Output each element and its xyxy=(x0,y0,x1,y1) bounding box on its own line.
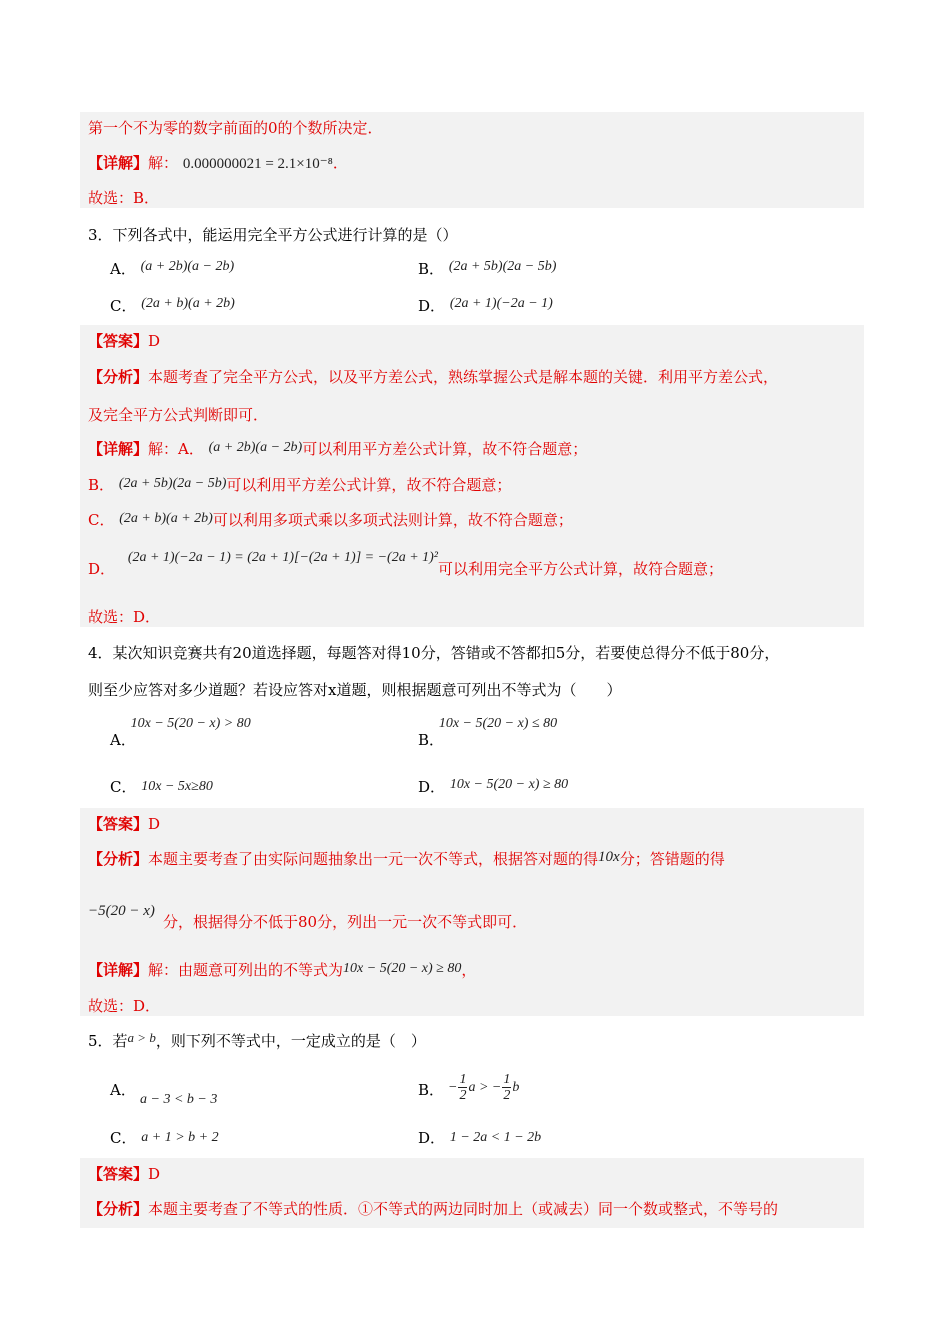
fraction-denominator: 2 xyxy=(459,1088,467,1104)
option-label: B． xyxy=(418,731,445,749)
detail-expr: (2a + 5b)(2a − 5b) xyxy=(118,476,227,491)
fraction xyxy=(458,1072,467,1103)
q4-analysis-expr2 xyxy=(88,900,155,921)
q5-option-d[interactable] xyxy=(418,1128,541,1150)
stem-prefix: 5．若 xyxy=(88,1032,128,1050)
option-label: C． xyxy=(110,1129,137,1147)
answer-tag: 【答案】 xyxy=(88,1165,149,1183)
q3-analysis-line1 xyxy=(88,367,778,387)
detail-text: 解：由题意可列出的不等式为 xyxy=(148,961,344,979)
q4-stem-line1: 4．某次知识竞赛共有20道选择题，每题答对得10分，答错或不答都扣5分，若要使总得分不低于80分， xyxy=(88,644,780,662)
answer-value: D xyxy=(148,815,161,833)
detail-tag: 【详解】 xyxy=(88,154,149,172)
option-expr: 1 − 2a < 1 − 2b xyxy=(449,1130,542,1145)
analysis-tag: 【分析】 xyxy=(88,850,149,868)
stem-expr: a > b xyxy=(127,1030,156,1045)
option-label: A． xyxy=(110,260,136,278)
option-expr: 10x − 5(20 − x) ≥ 80 xyxy=(449,777,569,792)
option-label: D． xyxy=(418,297,446,315)
q2-answer-line: 故选：B． xyxy=(88,189,160,207)
q5-analysis-line1 xyxy=(88,1199,778,1219)
analysis-tag: 【分析】 xyxy=(88,1200,149,1218)
detail-prefix: 解： xyxy=(148,154,179,172)
expr-part: a > − xyxy=(468,1080,502,1095)
detail-expr: 10x − 5(20 − x) ≥ 80 xyxy=(343,961,462,976)
q3-option-b[interactable] xyxy=(418,259,556,281)
q4-option-b[interactable] xyxy=(418,716,567,752)
q3-option-d[interactable] xyxy=(418,296,553,318)
q3-analysis-line2: 及完全平方公式判断即可． xyxy=(88,406,269,424)
analysis-expr: 10x xyxy=(598,849,620,865)
detail-text: 可以利用平方差公式计算，故不符合题意； xyxy=(226,476,512,494)
detail-expr: (a + 2b)(a − 2b) xyxy=(208,440,303,455)
detail-expr: (2a + 1)(−2a − 1) = (2a + 1)[−(2a + 1)] = −(2a + 1)² xyxy=(127,550,438,565)
neg-sign: − xyxy=(448,1080,458,1095)
stem-suffix: ，则下列不等式中，一定成立的是（ ） xyxy=(155,1032,426,1050)
detail-math: 0.000000021 = 2.1×10⁻⁸ xyxy=(182,156,333,172)
q4-option-c[interactable] xyxy=(110,777,213,799)
q5-option-b[interactable] xyxy=(418,1080,444,1100)
detail-text: 可以利用完全平方公式计算，故符合题意； xyxy=(438,560,724,578)
option-expr: (2a + 1)(−2a − 1) xyxy=(449,296,553,311)
answer-value: D xyxy=(148,1165,161,1183)
detail-end: ， xyxy=(461,961,477,979)
q3-detail-b xyxy=(88,475,511,497)
option-label: D． xyxy=(418,778,446,796)
detail-prefix: B． xyxy=(88,476,115,494)
analysis-text: 本题主要考查了不等式的性质．①不等式的两边同时加上（或减去）同一个数或整式，不等号的 xyxy=(148,1200,779,1218)
analysis-expr: −5(20 − x) xyxy=(88,903,155,919)
option-label: A． xyxy=(110,1081,136,1099)
q5-stem xyxy=(88,1031,426,1052)
option-expr: 10x − 5(20 − x) > 80 xyxy=(130,716,251,731)
detail-prefix: 解：A． xyxy=(148,440,204,458)
option-expr: (a + 2b)(a − 2b) xyxy=(140,259,235,274)
analysis-text: 本题考查了完全平方公式，以及平方差公式，熟练掌握公式是解本题的关键．利用平方差公式， xyxy=(148,368,779,386)
detail-end: ． xyxy=(332,154,348,172)
detail-prefix: D． xyxy=(88,560,116,578)
expr-part: b xyxy=(512,1080,520,1095)
option-expr: (2a + b)(a + 2b) xyxy=(141,296,235,311)
q3-detail-a xyxy=(88,439,587,461)
option-label: A． xyxy=(110,731,136,749)
q5-option-a-expr xyxy=(140,1088,217,1110)
q4-option-d[interactable] xyxy=(418,777,568,799)
q4-analysis-line1 xyxy=(88,849,725,870)
option-expr: 10x − 5x≥80 xyxy=(141,779,213,794)
analysis-text: 本题主要考查了由实际问题抽象出一元一次不等式，根据答对题的得 xyxy=(148,850,599,868)
q5-answer-line xyxy=(88,1164,160,1184)
q3-stem: 3．下列各式中，能运用完全平方公式进行计算的是（） xyxy=(88,226,458,244)
detail-tag: 【详解】 xyxy=(88,961,149,979)
q3-option-c[interactable] xyxy=(110,296,235,318)
option-expr: (2a + 5b)(2a − 5b) xyxy=(448,259,557,274)
fraction-numerator: 1 xyxy=(503,1072,511,1088)
q3-detail-d xyxy=(88,550,724,581)
q4-detail-line xyxy=(88,960,476,982)
q3-option-a[interactable] xyxy=(110,259,234,281)
option-label: C． xyxy=(110,297,137,315)
q5-option-c[interactable] xyxy=(110,1128,219,1150)
detail-expr: (2a + b)(a + 2b) xyxy=(119,511,213,526)
q3-conclusion: 故选：D． xyxy=(88,608,161,626)
q4-option-a[interactable] xyxy=(110,716,261,752)
option-label: B． xyxy=(418,260,445,278)
q2-note-line: 第一个不为零的数字前面的0的个数所决定． xyxy=(88,119,383,137)
detail-tag: 【详解】 xyxy=(88,440,149,458)
fraction-denominator: 2 xyxy=(503,1088,511,1104)
option-expr: a − 3 < b − 3 xyxy=(140,1092,218,1107)
detail-prefix: C． xyxy=(88,511,115,529)
q2-detail-line xyxy=(88,153,348,174)
q5-option-a[interactable] xyxy=(110,1080,136,1100)
answer-tag: 【答案】 xyxy=(88,332,149,350)
option-label: B． xyxy=(418,1081,445,1099)
q4-analysis-line2: 分，根据得分不低于80分，列出一元一次不等式即可． xyxy=(163,913,528,931)
fraction xyxy=(502,1072,511,1103)
q3-answer-line xyxy=(88,331,160,351)
analysis-text: 分；答错题的得 xyxy=(619,850,725,868)
q3-detail-c xyxy=(88,510,573,532)
answer-tag: 【答案】 xyxy=(88,815,149,833)
answer-value: D xyxy=(148,332,161,350)
option-expr: 10x − 5(20 − x) ≤ 80 xyxy=(438,716,558,731)
detail-text: 可以利用平方差公式计算，故不符合题意； xyxy=(302,440,588,458)
q4-stem-line2: 则至少应答对多少道题？若设应答对x道题，则根据题意可列出不等式为（ ） xyxy=(88,681,622,699)
fraction-numerator: 1 xyxy=(459,1072,467,1088)
option-expr: a + 1 > b + 2 xyxy=(141,1130,219,1145)
detail-text: 可以利用多项式乘以多项式法则计算，故不符合题意； xyxy=(212,511,573,529)
option-label: D． xyxy=(418,1129,446,1147)
option-label: C． xyxy=(110,778,137,796)
analysis-tag: 【分析】 xyxy=(88,368,149,386)
q4-conclusion: 故选：D． xyxy=(88,997,161,1015)
q4-answer-line xyxy=(88,814,160,834)
q5-option-b-expr xyxy=(448,1068,519,1108)
